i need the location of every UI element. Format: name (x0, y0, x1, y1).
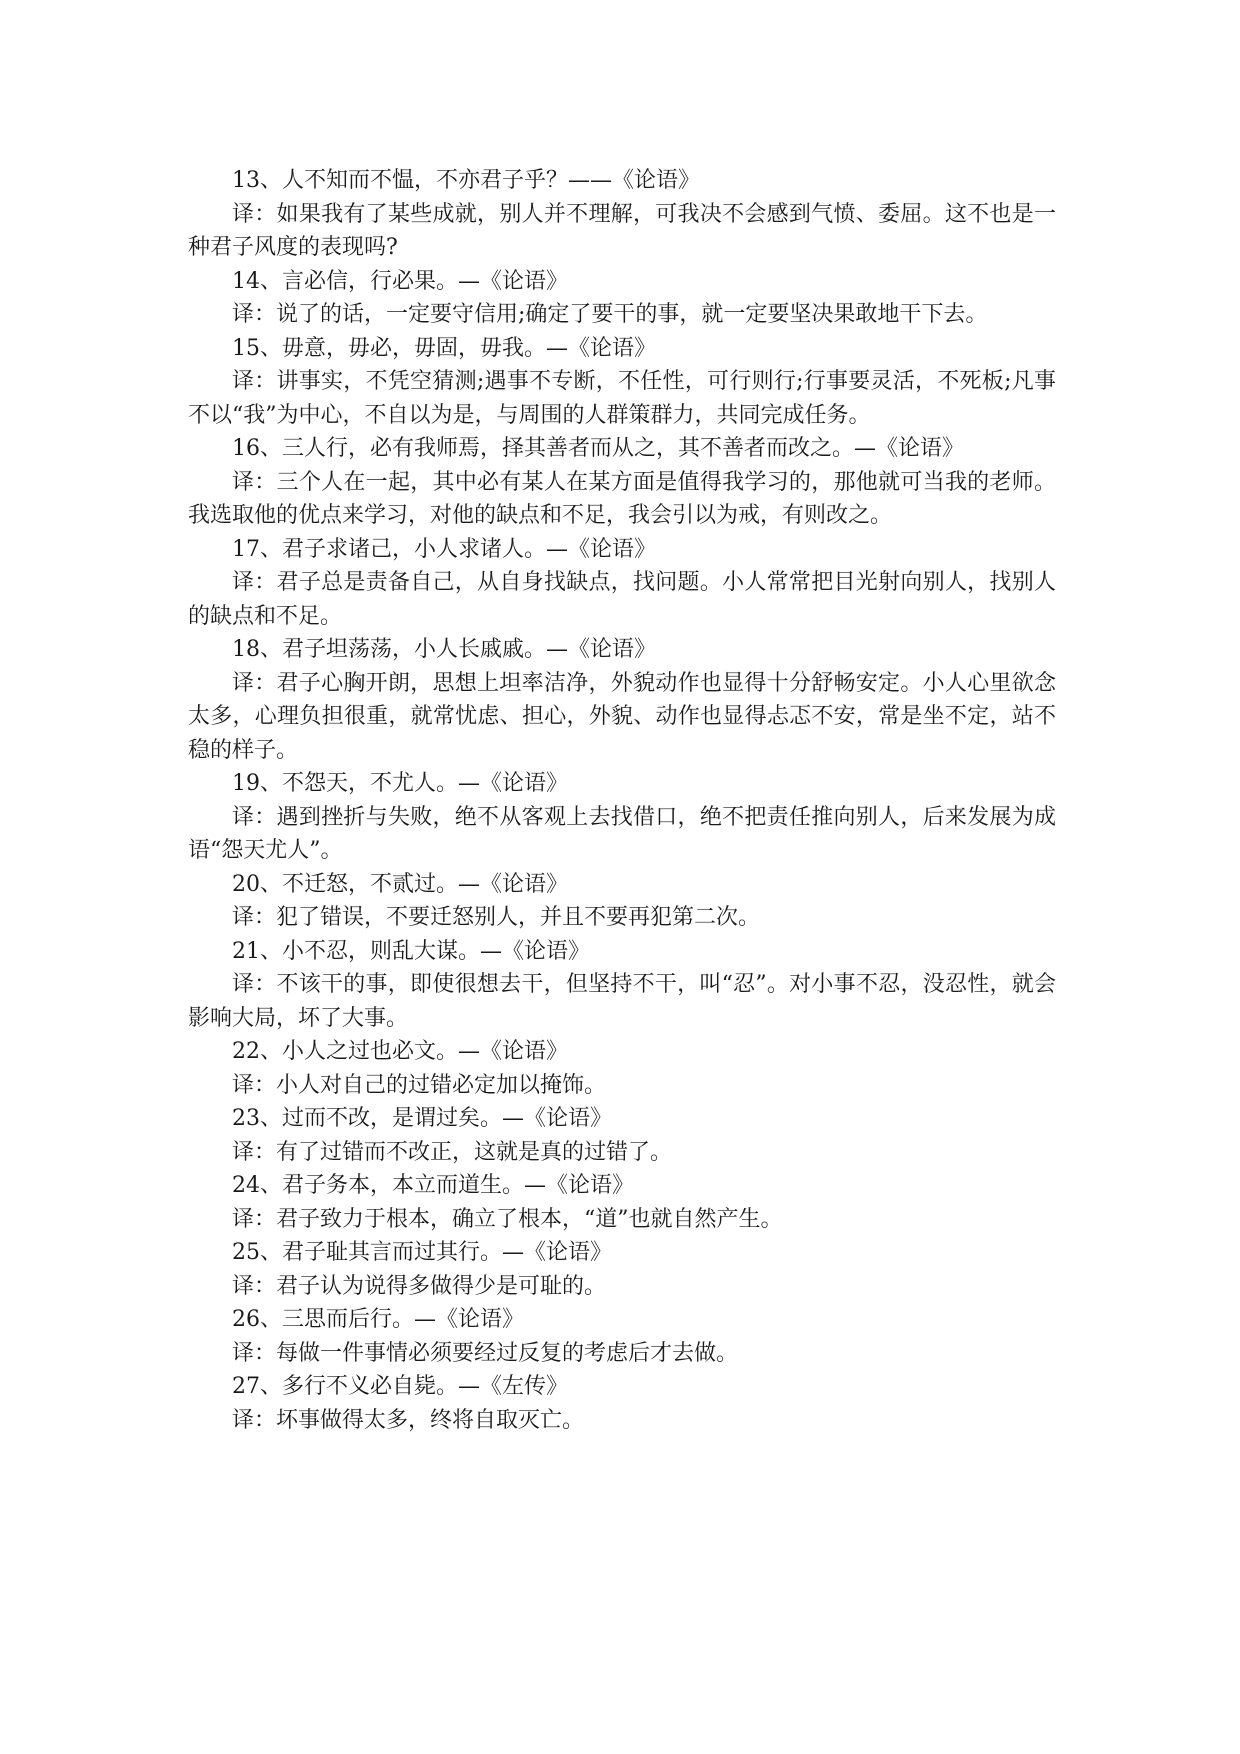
translation-26: 译：每做一件事情必须要经过反复的考虑后才去做。 (232, 1340, 739, 1366)
translation-21: 译：不该干的事，即使很想去干，但坚持不干，叫“忍”。对小事不忍，没忍性，就会影响大局，坏了大事。 (188, 972, 1056, 1031)
translation-19: 译：遇到挫折与失败，绝不从客观上去找借口，绝不把责任推向别人，后来发展为成语“怨天尤人”。 (188, 804, 1056, 863)
quote-24: 24、君子务本，本立而道生。—《论语》 (232, 1173, 634, 1198)
quote-14: 14、言必信，行必果。—《论语》 (232, 268, 568, 294)
translation-13: 译：如果我有了某些成就，别人并不理解，可我决不会感到气愤、委屈。这不也是一种君子风度的表现吗? (188, 201, 1056, 260)
translation-15: 译：讲事实，不凭空猜测;遇事不专断，不任性，可行则行;行事要灵活，不死板;凡事不以“我”为中心，不自以为是，与周围的人群策群力，共同完成任务。 (188, 369, 1056, 428)
translation-22: 译：小人对自己的过错必定加以掩饰。 (232, 1072, 607, 1098)
quote-13: 13、人不知而不愠，不亦君子乎？——《论语》 (232, 168, 700, 193)
translation-16: 译：三个人在一起，其中必有某人在某方面是值得我学习的，那他就可当我的老师。我选取他的优点来学习，对他的缺点和不足，我会引以为戒，有则改之。 (188, 469, 1056, 528)
translation-14: 译：说了的话，一定要守信用;确定了要干的事，就一定要坚决果敢地干下去。 (232, 302, 988, 327)
quote-23: 23、过而不改，是谓过矣。—《论语》 (232, 1106, 612, 1131)
document-body (188, 164, 1056, 1437)
quote-19: 19、不怨天，不尤人。—《论语》 (232, 771, 568, 796)
translation-20: 译：犯了错误，不要迁怒别人，并且不要再犯第二次。 (232, 905, 761, 930)
translation-25: 译：君子认为说得多做得少是可耻的。 (232, 1273, 607, 1299)
quote-27: 27、多行不义必自毙。—《左传》 (232, 1374, 568, 1399)
quote-18: 18、君子坦荡荡，小人长戚戚。—《论语》 (232, 637, 656, 662)
quote-20: 20、不迁怒，不贰过。—《论语》 (232, 871, 568, 897)
quote-15: 15、毋意，毋必，毋固，毋我。—《论语》 (232, 335, 656, 361)
quote-22: 22、小人之过也必文。—《论语》 (232, 1039, 568, 1064)
translation-18: 译：君子心胸开朗，思想上坦率洁净，外貌动作也显得十分舒畅安定。小人心里欲念太多，心理负担很重，就常忧虑、担心，外貌、动作也显得忐忑不安，常是坐不定，站不稳的样子。 (188, 670, 1056, 763)
quote-26: 26、三思而后行。—《论语》 (232, 1307, 524, 1332)
quote-25: 25、君子耻其言而过其行。—《论语》 (232, 1240, 612, 1265)
translation-27: 译：坏事做得太多，终将自取灭亡。 (232, 1407, 585, 1433)
quote-17: 17、君子求诸己，小人求诸人。—《论语》 (232, 536, 656, 562)
quote-21: 21、小不忍，则乱大谋。—《论语》 (232, 938, 590, 964)
translation-24: 译：君子致力于根本，确立了根本，“道”也就自然产生。 (232, 1206, 783, 1232)
translation-17: 译：君子总是责备自己，从自身找缺点，找问题。小人常常把目光射向别人，找别人的缺点和不足。 (188, 570, 1056, 629)
quote-16: 16、三人行，必有我师焉，择其善者而从之，其不善者而改之。—《论语》 (232, 436, 964, 461)
translation-23: 译：有了过错而不改正，这就是真的过错了。 (232, 1139, 673, 1165)
